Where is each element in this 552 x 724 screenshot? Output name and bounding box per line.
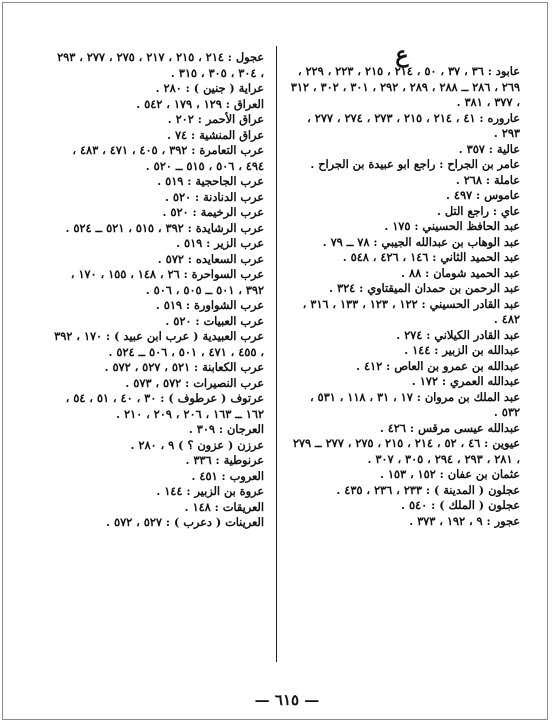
index-entry: عرب التعامرة : ٣٩٢ ، ٤٠٥ ، ٤٧١ ، ٤٨٣ ، ٤٩٤ ، ٥٠٦ ، ٥١٥ ــ ٥٢٠ . (72, 143, 264, 173)
index-entry: عجور : ٩ ، ١٩٢ ، ٣٧٣ . (409, 513, 520, 528)
index-entry: عرب الرشايدة : ٣٩٢ ، ٥١٥ ، ٥٢١ ــ ٥٢٤ . (65, 220, 264, 235)
index-entry: عاموس : ٤٩٧ . (446, 188, 520, 202)
index-entry: عاي : راجع التل . (437, 203, 520, 218)
section-letter: ع (395, 42, 409, 68)
index-entry: عبد الملك بن مروان : ١٧ ، ٣١ ، ١١٨ ، ٥٣١ ، ٥٣٢ . (309, 389, 520, 419)
index-entry: العروب : ٤٥١ . (191, 468, 264, 483)
index-entry: عرب الشواورة : ٥١٩ . (155, 298, 264, 312)
index-entry: عرب السواحرة : ٢٦ ، ١٤٨ ، ١٥٥ ، ١٧٠ ، ٣٩٢ ، ٥٠١ ــ ٥٠٥ ، ٥٠٦ . (70, 267, 264, 297)
index-entry: عبد الحميد شومان : ٨٨ . (401, 265, 520, 280)
index-entry: عجلون ( المدينة ) : ٢٣٣ ، ٢٣٦ ، ٤٣٥ . (336, 482, 520, 497)
index-entry: عراق المنشية : ٧٤ . (167, 127, 264, 142)
index-entry: عرنوطية : ٣٣٦ . (185, 453, 264, 467)
index-entry: عبدالله بن الزبير : ١٤٤ . (404, 343, 520, 357)
index-entry: عبدالله بن عمرو بن العاص : ٤١٢ . (356, 358, 520, 373)
index-entry: عرب العبيات : ٥٢٠ . (165, 313, 264, 328)
index-entry: عبدالله العمري : ١٧٢ . (411, 374, 520, 388)
index-entry: عروة بن الزبير : ١٤٤ . (156, 484, 264, 498)
index-entry: عابود : ٣٦ ، ٣٧ ، ٥٠ ، ٢١٤ ، ٢١٥ ، ٢٢٣ ، ٢٢٩ ، ٢٦٩ ، ٢٨٦ ــ ٢٨٨ ، ٢٨٩ ، ٢٩٢ ، ٣٠١ ، ٣٠٢ ، ٣١٢ ، ٣٧٧ ، ٣٨١ . (290, 64, 520, 109)
left-column (54, 50, 264, 531)
index-entry: عرب النصيرات : ٥٧٢ ، ٥٧٣ . (125, 375, 264, 390)
index-entry: عرب العبيدية ( عرب ابن عبيد ) : ١٧٠ ، ٣٩٢ ، ٤٥٥ ، ٤٧١ ، ٥٠١ ، ٥٠٦ ــ ٥٢٤ . (54, 329, 264, 359)
index-entry: عرب الرخيمة : ٥٢٠ . (162, 205, 264, 219)
page-number: — ٦١٥ — (254, 691, 320, 709)
book-page (54, 24, 520, 714)
index-entry: عراق الأحمر : ٢٠٢ . (167, 112, 264, 126)
index-entry: عرتوف ( عرطوف ) : ٣٠ ، ٤٠ ، ٥١ ، ٥٤ ، ١٦٢ ــ ١٦٣ ، ٢٠٦ ، ٢٠٩ ، ٢١٠ . (65, 391, 264, 421)
index-entry: عرب الزير : ٥١٩ . (176, 236, 264, 250)
index-entry: عاملة : ٢٦٨ . (455, 172, 520, 187)
index-entry: عرب الكعابنة : ٥٢١ ، ٥٢٧ ، ٥٧٢ . (104, 360, 264, 374)
index-entry: عبد الرحمن بن حمدان الميقتاوي : ٣٢٤ . (329, 281, 520, 295)
index-entry: عبد الحميد الثاني : ١٤٦ ، ٤٢٦ ، ٥٤٨ . (342, 250, 520, 264)
index-entry: العرينات ( دعرب ) : ٥٢٧ ، ٥٧٢ . (106, 515, 264, 529)
index-entry: العريقات : ١٤٨ . (184, 499, 264, 514)
index-entry: عالية : ٣٥٧ . (458, 141, 520, 156)
index-entry: عبد الحافظ الحسيني : ١٧٥ . (384, 219, 520, 233)
index-entry: عثمان بن عفان : ١٥٢ ، ١٥٣ . (379, 467, 520, 481)
column-divider (276, 46, 277, 662)
index-entry: عجول : ٢١٤ ، ٢١٥ ، ٢١٧ ، ٢٧٥ ، ٢٧٧ ، ٢٩٣ ، ٣٠٤ ، ٣٠٥ ، ٣١٥ . (57, 50, 264, 80)
index-entry: عرزن ( عزون ؟ ) ٩ ، ٢٨٠ . (130, 437, 264, 452)
index-entry: عرب الجاحجية : ٥١٩ . (157, 174, 264, 188)
index-entry: عبد القادر الكيلاني : ٢٧٤ . (396, 327, 520, 342)
index-entry: العراق : ١٢٩ ، ١٧٩ ، ٥٤٢ . (136, 96, 264, 111)
index-entry: عاروره : ٤١ ، ٢١٤ ، ٢١٥ ، ٢٧٣ ، ٢٧٤ ، ٢٧٧ ، ٢٩٣ . (307, 110, 520, 140)
index-entry: عامر بن الجراح : راجع ابو عبيدة بن الجراح . (310, 157, 520, 171)
index-entry: عبد الوهاب بن عبدالله الجيبي : ٧٨ ــ ٧٩ . (322, 234, 520, 249)
index-entry: عراية ( جنين ) : ٢٨٠ . (155, 81, 264, 95)
index-entry: عرب السعايده : ٥٧٢ . (157, 251, 264, 266)
index-entry: عرب الدنادنة : ٥٢٠ . (165, 189, 264, 204)
right-column (288, 64, 520, 529)
index-entry: عجلون ( الملك ) : ٥٤٠ . (401, 498, 520, 512)
index-entry: عبدالله عيسى مرقس : ٤٢٦ . (379, 420, 520, 435)
index-entry: عبد القادر الحسيني : ١٢٢ ، ١٢٣ ، ١٣٣ ، ٣١٦ ، ٤٨٢ . (302, 296, 520, 326)
index-entry: العرجان : ٣٠٩ . (188, 422, 264, 436)
index-entry: عيوين : ٤٦ ، ٥٢ ، ٢١٤ ، ٢١٥ ، ٢٧٥ ، ٢٧٧ ــ ٢٧٩ ، ٢٨١ ، ٢٩٣ ، ٢٩٤ ، ٣٠٥ ، ٣٠٧ . (292, 436, 520, 466)
